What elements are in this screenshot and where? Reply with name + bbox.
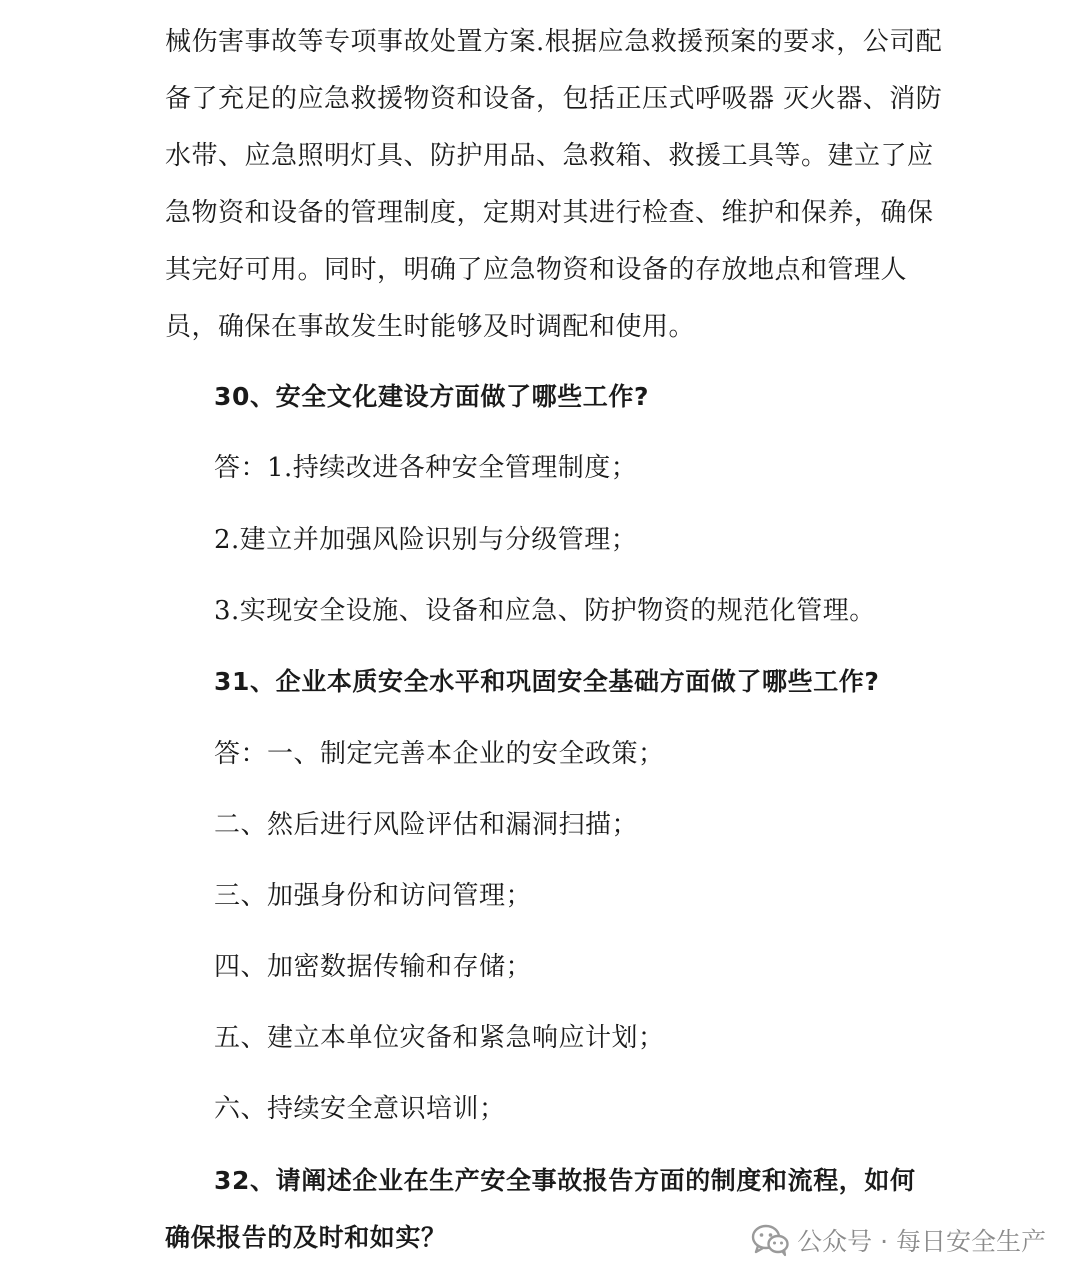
paragraph-line: 其完好可用。同时，明确了应急物资和设备的存放地点和管理人 [165, 255, 908, 285]
question-heading-30: 30、安全文化建设方面做了哪些工作? [214, 382, 650, 411]
question-heading-31: 31、企业本质安全水平和巩固安全基础方面做了哪些工作? [214, 667, 880, 696]
paragraph-line: 急物资和设备的管理制度，定期对其进行检查、维护和保养，确保 [165, 198, 934, 228]
answer-item: 五、建立本单位灾备和紧急响应计划； [214, 1023, 665, 1053]
paragraph-line: 械伤害事故等专项事故处置方案.根据应急救援预案的要求，公司配 [165, 27, 943, 57]
paragraph-line: 备了充足的应急救援物资和设备，包括正压式呼吸器 灭火器、消防 [165, 84, 943, 114]
watermark [751, 1220, 1046, 1260]
answer-item: 二、然后进行风险评估和漏洞扫描； [214, 810, 639, 840]
answer-item: 四、加密数据传输和存储； [214, 952, 533, 982]
question-heading-32: 32、请阐述企业在生产安全事故报告方面的制度和流程，如何 [214, 1166, 916, 1195]
paragraph-line: 水带、应急照明灯具、防护用品、急救箱、救援工具等。建立了应 [165, 141, 934, 171]
answer-item: 答：1.持续改进各种安全管理制度； [214, 453, 638, 483]
answer-item: 3.实现安全设施、设备和应急、防护物资的规范化管理。 [214, 596, 876, 626]
answer-item: 三、加强身份和访问管理； [214, 881, 533, 911]
answer-item: 答：一、制定完善本企业的安全政策； [214, 739, 665, 769]
answer-item: 2.建立并加强风险识别与分级管理； [214, 525, 638, 555]
watermark-text: 公众号 · 每日安全生产 [797, 1227, 1046, 1256]
wechat-icon [751, 1223, 789, 1257]
paragraph-line: 员，确保在事故发生时能够及时调配和使用。 [165, 312, 696, 342]
question-heading-32-cont: 确保报告的及时和如实？ [165, 1223, 447, 1252]
answer-item: 六、持续安全意识培训； [214, 1094, 506, 1124]
